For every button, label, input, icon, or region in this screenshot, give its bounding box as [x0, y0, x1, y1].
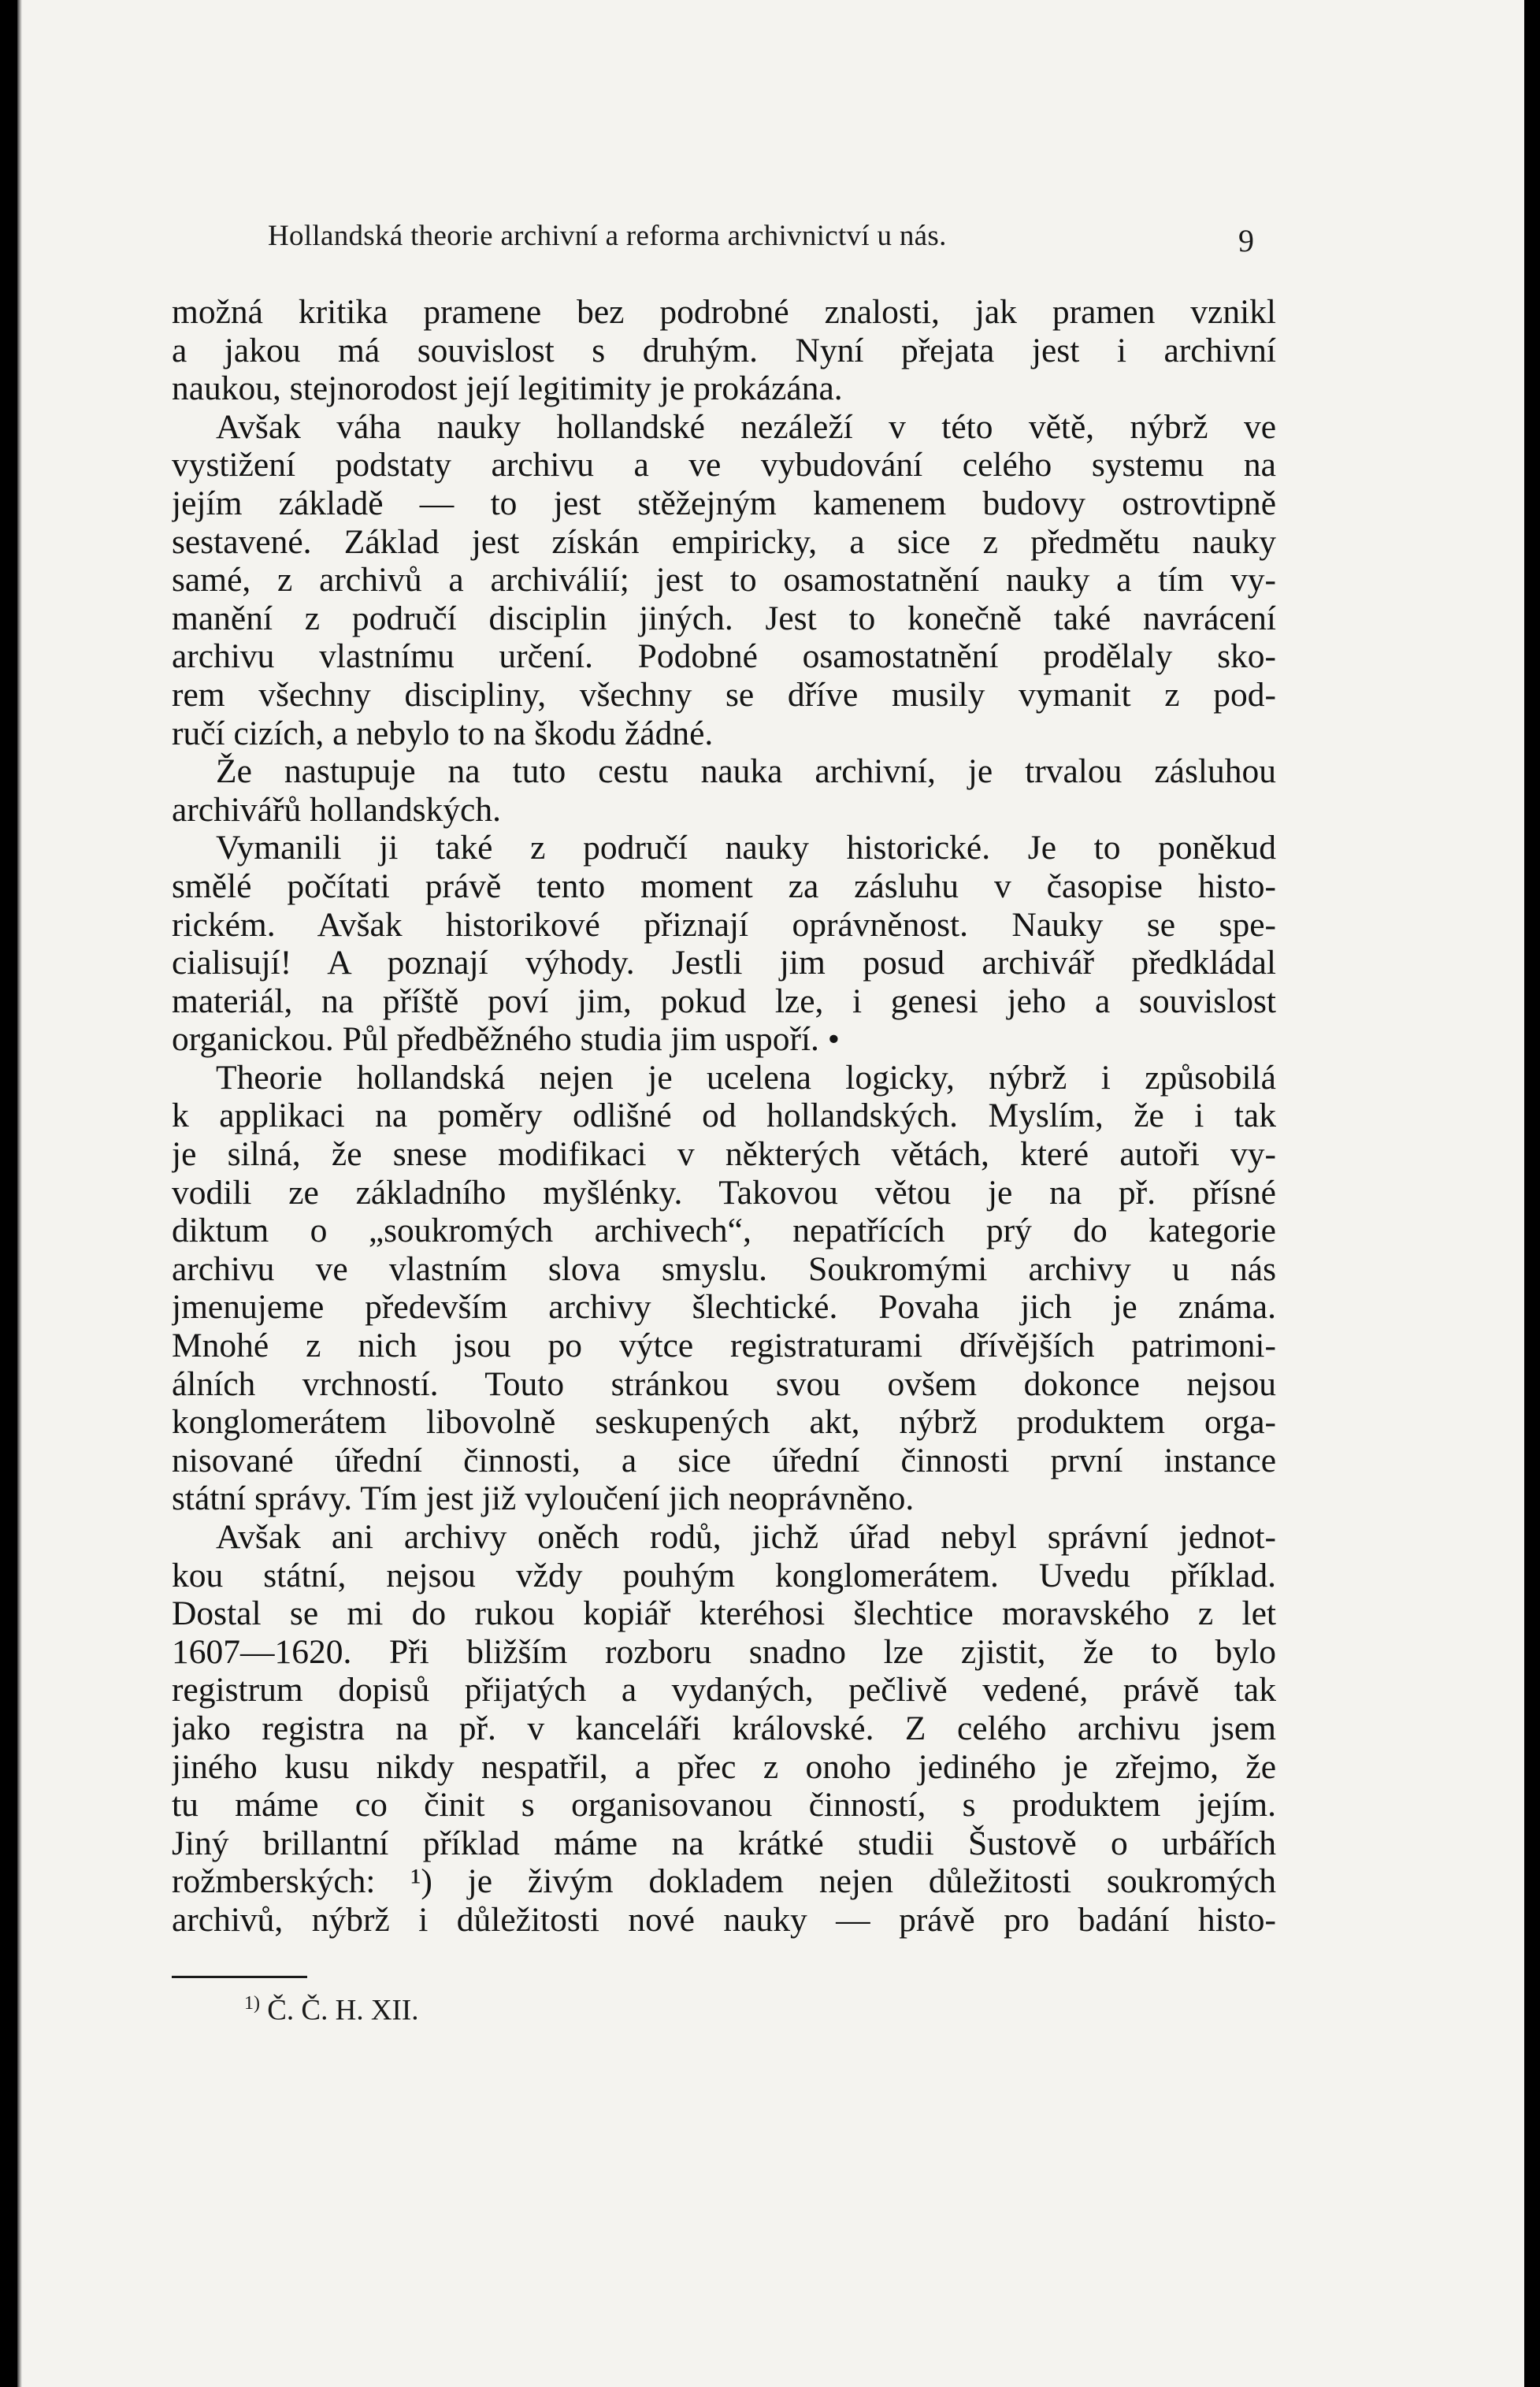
- text-line: rožmberských: ¹) je živým dokladem nejen důležitosti soukromých: [172, 1862, 1276, 1901]
- text-line: organickou. Půl předběžného studia jim uspoří. •: [172, 1020, 841, 1059]
- text-line: nisované úřední činnosti, a sice úřední činnosti první instance: [172, 1441, 1276, 1479]
- text-line: vodili ze základního myšlénky. Takovou větou je na př. přísné: [172, 1173, 1276, 1212]
- text-line: Dostal se mi do rukou kopiář kteréhosi šlechtice moravského z let: [172, 1594, 1276, 1633]
- scan-edge: [17, 0, 22, 2387]
- text-line: jmenujeme především archivy šlechtické. Povaha jich je známa.: [172, 1288, 1276, 1327]
- text-line: vystižení podstaty archivu a ve vybudování celého systemu na: [172, 446, 1276, 484]
- text-line: rickém. Avšak historikové přiznají oprávněnost. Nauky se spe-: [172, 905, 1276, 944]
- text-line: naukou, stejnorodost její legitimity je prokázána.: [172, 369, 843, 408]
- text-line: jako registra na př. v kanceláři královské. Z celého archivu jsem: [172, 1709, 1276, 1747]
- text-line: archivu vlastnímu určení. Podobné osamostatnění prodělaly sko-: [172, 637, 1276, 676]
- text-line: konglomerátem libovolně seskupených akt, nýbrž produktem orga-: [172, 1403, 1276, 1442]
- text-line: Že nastupuje na tuto cestu nauka archivní, je trvalou zásluhou: [216, 752, 1276, 791]
- running-title: Hollandská theorie archivní a reforma archivnictví u nás.: [268, 220, 947, 252]
- text-line: státní správy. Tím jest již vyloučení jich neoprávněno.: [172, 1479, 915, 1518]
- text-line: sestavené. Základ jest získán empiricky, a sice z předmětu nauky: [172, 522, 1276, 561]
- text-line: Theorie hollandská nejen je ucelena logicky, nýbrž i způsobilá: [216, 1058, 1276, 1097]
- text-line: Mnohé z nich jsou po výtce registraturami dřívějších patrimoni-: [172, 1327, 1276, 1365]
- text-line: diktum o „soukromých archivech“, nepatřících prý do kategorie: [172, 1212, 1276, 1250]
- text-line: materiál, na příště poví jim, pokud lze, i genesi jeho a souvislost: [172, 982, 1276, 1020]
- text-line: archivů, nýbrž i důležitosti nové nauky — právě pro badání histo-: [172, 1900, 1276, 1939]
- text-line: Jiný brillantní příklad máme na krátké studii Šustově o urbářích: [172, 1824, 1276, 1862]
- text-line: samé, z archivů a archiválií; jest to osamostatnění nauky a tím vy-: [172, 561, 1276, 600]
- text-line: Avšak ani archivy oněch rodů, jichž úřad nebyl správní jednot-: [216, 1518, 1276, 1556]
- text-line: archivu ve vlastním slova smyslu. Soukromými archivy u nás: [172, 1249, 1276, 1288]
- text-line: rem všechny discipliny, všechny se dříve musily vymanit z pod-: [172, 675, 1276, 714]
- page-number: 9: [1238, 223, 1254, 258]
- footnote-rule: [172, 1976, 307, 1978]
- text-line: ručí cizích, a nebylo to na škodu žádné.: [172, 714, 714, 752]
- text-line: Vymanili ji také z područí nauky historické. Je to poněkud: [216, 829, 1276, 867]
- text-line: tu máme co činit s organisovanou činností, s produktem jejím.: [172, 1786, 1276, 1825]
- text-line: kou státní, nejsou vždy pouhým konglomerátem. Uvedu příklad.: [172, 1556, 1276, 1594]
- text-line: a jakou má souvislost s druhým. Nyní přejata jest i archivní: [172, 331, 1276, 369]
- text-line: 1607—1620. Při bližším rozboru snadno lze zjistit, že to bylo: [172, 1632, 1276, 1671]
- footnote-text: Č. Č. H. XII.: [267, 1994, 419, 2027]
- text-line: registrum dopisů přijatých a vydaných, pečlivě vedené, právě tak: [172, 1671, 1276, 1710]
- text-line: álních vrchností. Touto stránkou svou ovšem dokonce nejsou: [172, 1364, 1276, 1403]
- text-line: archivářů hollandských.: [172, 790, 501, 829]
- text-line: je silná, že snese modifikaci v některých větách, které autoři vy-: [172, 1135, 1276, 1174]
- text-line: jiného kusu nikdy nespatřil, a přec z onoho jediného je zřejmo, že: [172, 1747, 1276, 1786]
- text-line: manění z područí disciplin jiných. Jest to konečně také navrácení: [172, 599, 1276, 637]
- text-line: k applikaci na poměry odlišné od hollandských. Myslím, že i tak: [172, 1097, 1276, 1135]
- text-line: cialisují! A poznají výhody. Jestli jim posud archivář předkládal: [172, 944, 1276, 982]
- text-line: možná kritika pramene bez podrobné znalosti, jak pramen vznikl: [172, 293, 1276, 331]
- text-line: jejím základě — to jest stěžejným kamenem budovy ostrovtipně: [172, 484, 1276, 522]
- footnote-marker: 1): [244, 1993, 260, 2014]
- text-line: smělé počítati právě tento moment za zásluhu v časopise histo-: [172, 867, 1276, 905]
- body-text: [172, 293, 1276, 1940]
- footnote: [244, 1993, 418, 2027]
- text-line: Avšak váha nauky hollandské nezáleží v této větě, nýbrž ve: [216, 407, 1276, 446]
